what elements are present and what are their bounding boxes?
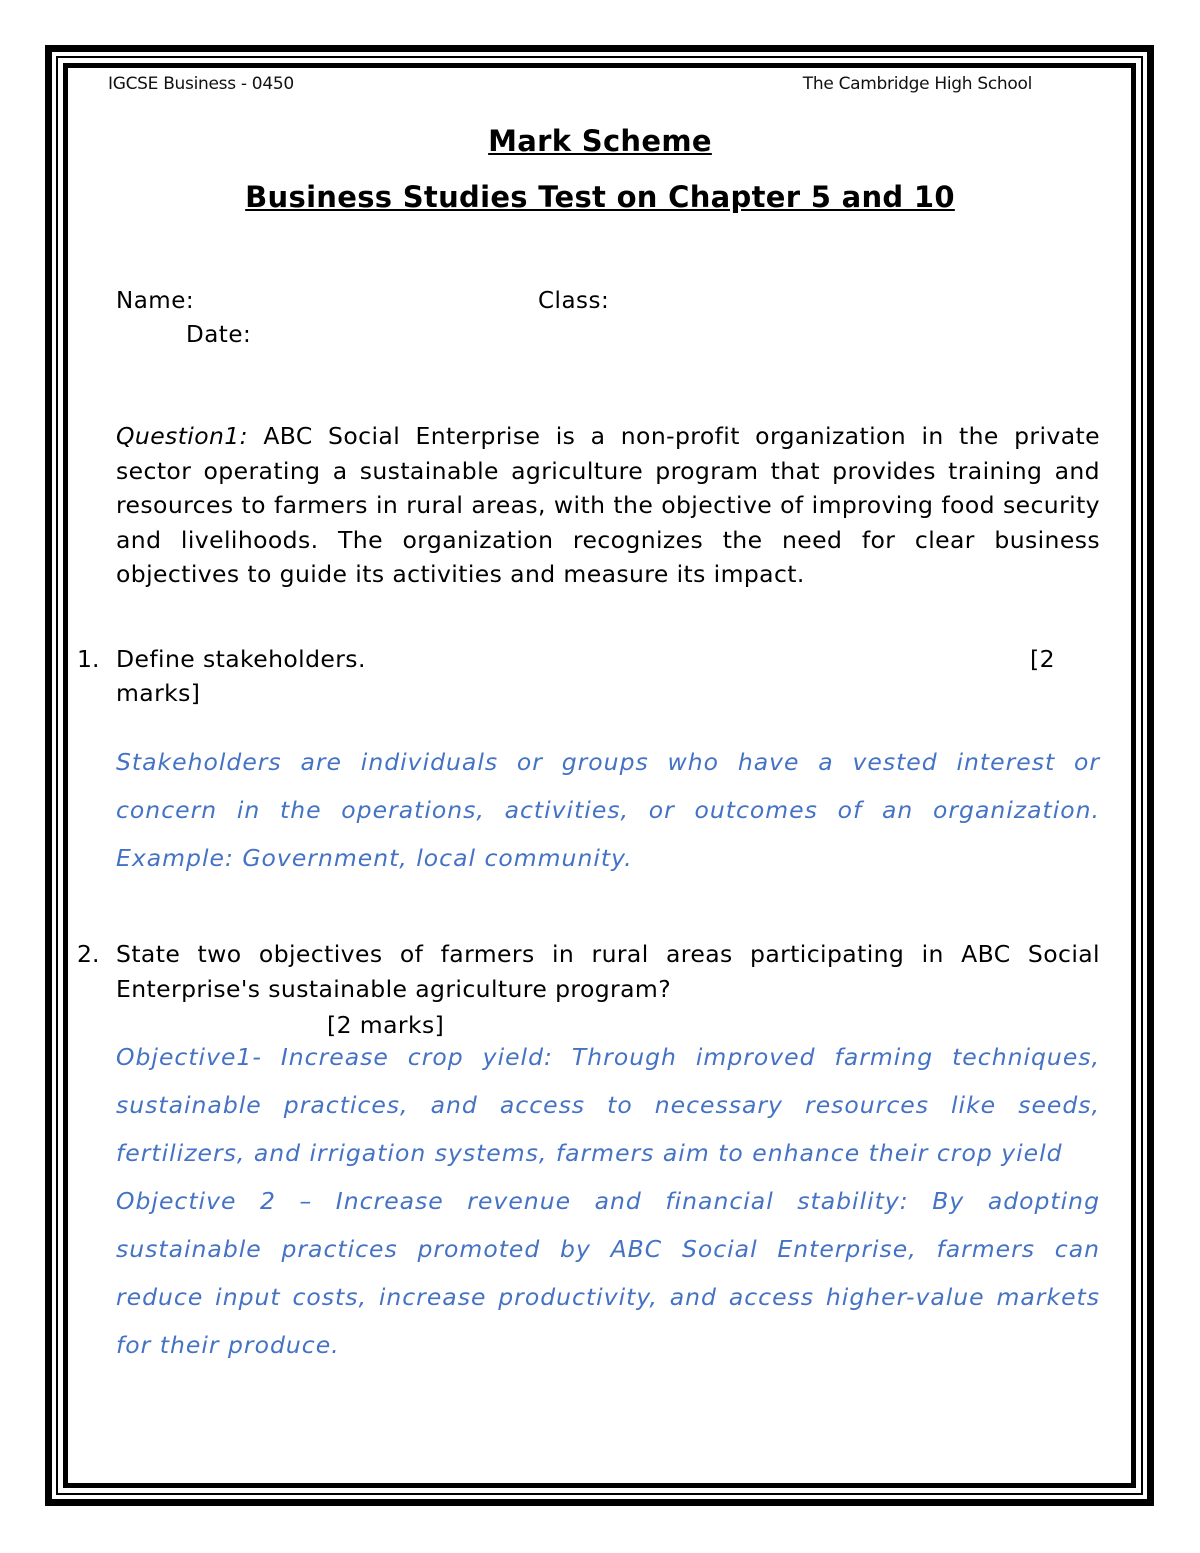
item-2-answer-objective-1: Objective1- Increase crop yield: Through improved farming techniques, sustainable practices, and access to necessary resources like seeds, fertilizers, and irrigation systems, farmers aim to enhance their crop yield (116, 1043, 1100, 1167)
name-field-label: Name: (116, 288, 195, 314)
page-subtitle: Business Studies Test on Chapter 5 and 10 (245, 180, 955, 214)
item-1-question: Define stakeholders. (116, 645, 366, 673)
item-number-2: 2. (77, 940, 100, 968)
item-2-answer (116, 1033, 1100, 1369)
item-2-answer-objective-2: Objective 2 – Increase revenue and financial stability: By adopting sustainable practices promoted by ABC Social Enterprise, farmers can reduce input costs, increase productivity, and access higher-value markets for their produce. (116, 1187, 1100, 1359)
question1-text: ABC Social Enterprise is a non-profit organization in the private sector operating a sustainable agriculture program that provides training and resources to farmers in rural areas, with the objective of improving food security and livelihoods. The organization recognizes the need for clear business objectives to guide its activities and measure its impact. (116, 422, 1100, 588)
item-number-1: 1. (77, 645, 100, 673)
header-course: IGCSE Business - 0450 (108, 74, 294, 94)
item-1-marks-part-b: marks] (116, 679, 201, 707)
header-school: The Cambridge High School (802, 74, 1032, 94)
item-1-answer (116, 738, 1100, 882)
question1-label: Question1: (116, 422, 248, 450)
page-title: Mark Scheme (488, 124, 712, 158)
class-field-label: Class: (538, 288, 610, 314)
question1-scenario (116, 419, 1100, 592)
item-2-marks: [2 marks] (327, 1011, 445, 1039)
date-field-label: Date: (186, 322, 252, 348)
item-1-marks-part-a: [2 (1030, 645, 1055, 673)
item-2-question: State two objectives of farmers in rural areas participating in ABC Social Enterprise's sustainable agriculture program? (116, 940, 1100, 1003)
item-1-answer-text: Stakeholders are individuals or groups who have a vested interest or concern in the operations, activities, or outcomes of an organization. Example: Government, local community. (116, 748, 1100, 872)
